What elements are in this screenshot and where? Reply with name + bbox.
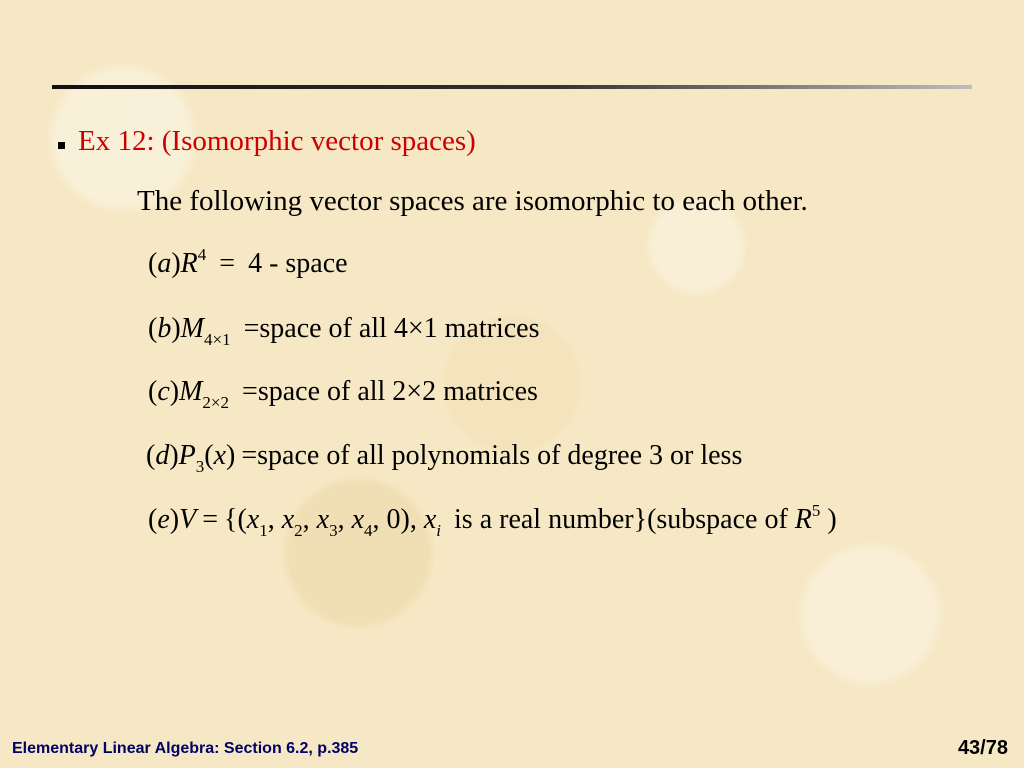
item-d-subscript: 3 bbox=[195, 457, 205, 476]
item-b-subscript: 4×1 bbox=[203, 330, 231, 349]
item-e-note-symbol: R bbox=[794, 504, 812, 535]
item-d-label: d bbox=[155, 440, 170, 471]
item-e-note-prefix: (subspace of bbox=[647, 504, 788, 535]
item-e-component-var: x bbox=[351, 504, 365, 535]
item-e-symbol: V bbox=[179, 504, 197, 535]
item-a-symbol: R bbox=[180, 248, 198, 279]
bullet-icon bbox=[58, 142, 65, 149]
page-number: 43/78 bbox=[957, 737, 1008, 759]
item-c-rhs: space of all 2×2 matrices bbox=[257, 376, 538, 407]
item-b-rhs: space of all 4×1 matrices bbox=[259, 313, 540, 344]
item-d: $(d)P_3(x)$ =space of all polynomials of degree 3 or less bbox=[146, 440, 743, 476]
item-d-argument: x bbox=[213, 440, 227, 471]
item-d-rhs: space of all polynomials of degree 3 or less bbox=[257, 440, 743, 471]
item-e-label: e bbox=[157, 504, 170, 535]
item-b: $(b)M_{4\times 1}$ =space of all 4×1 matrices bbox=[148, 313, 540, 349]
footer-source: Elementary Linear Algebra: Section 6.2, p.385 bbox=[12, 740, 359, 757]
example-title: Ex 12: (Isomorphic vector spaces) bbox=[78, 125, 476, 157]
item-c-subscript: 2×2 bbox=[202, 393, 230, 412]
item-e-xi-sub: i bbox=[436, 521, 442, 540]
item-c-symbol: M bbox=[179, 376, 203, 407]
item-a-rhs: 4 - space bbox=[248, 248, 348, 279]
item-e-component-sub: 1 bbox=[259, 521, 268, 540]
item-e-set-open: {( bbox=[224, 504, 247, 535]
item-b-label: b bbox=[157, 313, 172, 344]
item-e-component-sub: 3 bbox=[329, 521, 338, 540]
item-b-symbol: M bbox=[180, 313, 204, 344]
item-e: $(e)V = \{(x_1$, $x_2$, $x_3$, $x_4$, 0), $x_i$ is a real number}(subspace of $R^5$ ) bbox=[148, 501, 837, 540]
item-a: $(a)R^4 = 4$ - space bbox=[148, 245, 348, 279]
item-e-xi-var: x bbox=[423, 504, 437, 535]
item-e-note-suffix: ) bbox=[827, 504, 837, 535]
item-e-component-sub: 4 bbox=[364, 521, 373, 540]
item-c-label: c bbox=[157, 376, 170, 407]
item-e-component-var: x bbox=[316, 504, 330, 535]
item-e-note-sup: 5 bbox=[811, 501, 821, 520]
item-e-set-close: } bbox=[633, 504, 648, 535]
intro-text: The following vector spaces are isomorphic to each other. bbox=[137, 185, 808, 217]
item-e-last-component: 0 bbox=[386, 504, 401, 535]
item-e-component-var: x bbox=[246, 504, 260, 535]
item-a-label: a bbox=[157, 248, 172, 279]
item-e-component-sub: 2 bbox=[294, 521, 303, 540]
item-d-symbol: P bbox=[178, 440, 196, 471]
header-rule bbox=[52, 85, 972, 89]
item-c: $(c)M_{2\times 2}$ =space of all 2×2 matrices bbox=[148, 376, 538, 412]
item-a-superscript: 4 bbox=[197, 245, 207, 264]
item-e-condition: is a real number bbox=[454, 504, 634, 535]
item-e-component-var: x bbox=[281, 504, 295, 535]
